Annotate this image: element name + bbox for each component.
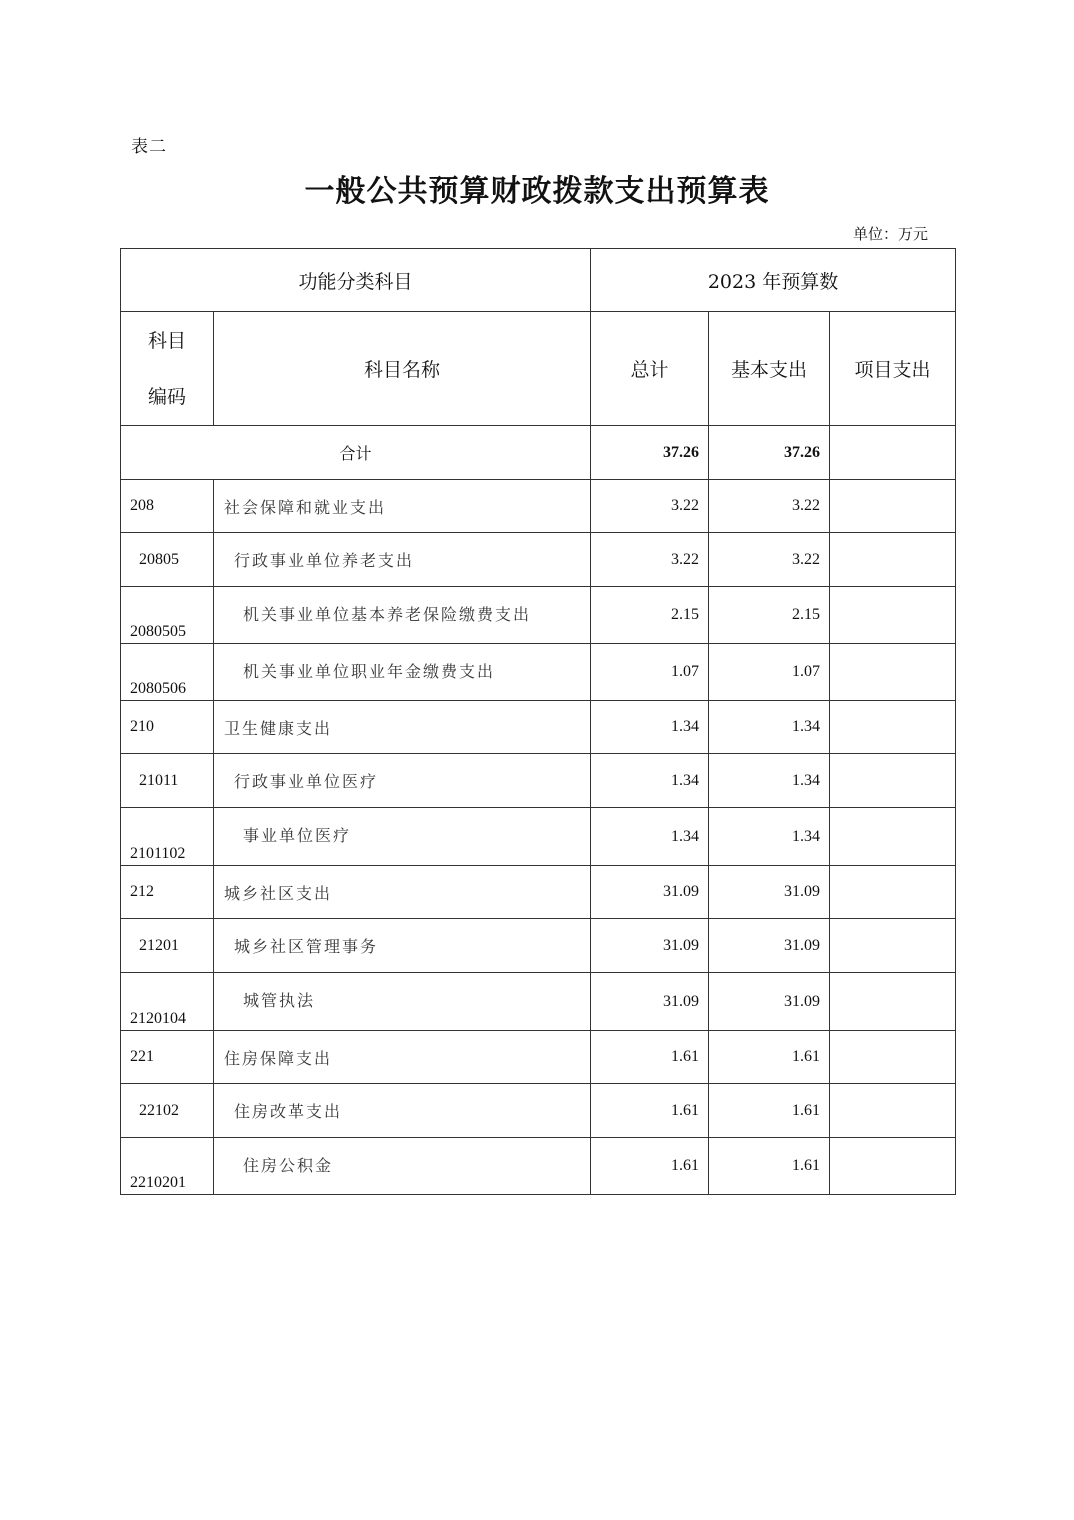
row-code: 2120104: [121, 973, 214, 1031]
row-project: [830, 808, 956, 866]
row-basic: 31.09: [709, 973, 830, 1031]
row-name: 机关事业单位基本养老保险缴费支出: [214, 587, 591, 644]
table-row: [121, 919, 956, 973]
row-name: 机关事业单位职业年金缴费支出: [214, 644, 591, 701]
row-name: 住房保障支出: [214, 1031, 591, 1084]
header-total: 总计: [591, 312, 709, 426]
row-total: 1.61: [591, 1084, 709, 1138]
row-name: 社会保障和就业支出: [214, 480, 591, 533]
header-column-row: [121, 312, 956, 426]
unit-note: 单位：万元: [852, 225, 928, 243]
row-name: 住房改革支出: [214, 1084, 591, 1138]
row-name: 行政事业单位养老支出: [214, 533, 591, 587]
row-code: 22102: [121, 1084, 214, 1138]
row-total: 31.09: [591, 866, 709, 919]
row-project: [830, 973, 956, 1031]
row-project: [830, 480, 956, 533]
row-basic: 1.07: [709, 644, 830, 701]
table-label: 表二: [131, 137, 167, 157]
row-name: 卫生健康支出: [214, 701, 591, 754]
total-row: [121, 426, 956, 480]
table-row: [121, 1084, 956, 1138]
header-function-category: 功能分类科目: [121, 249, 591, 312]
row-code: 2101102: [121, 808, 214, 866]
total-basic: 37.26: [709, 426, 830, 480]
row-total: 1.34: [591, 808, 709, 866]
table-row: [121, 587, 956, 644]
header-project: 项目支出: [830, 312, 956, 426]
row-code: 210: [121, 701, 214, 754]
row-total: 3.22: [591, 533, 709, 587]
row-project: [830, 1138, 956, 1195]
table-row: [121, 533, 956, 587]
table-row: [121, 644, 956, 701]
row-total: 1.34: [591, 754, 709, 808]
row-total: 2.15: [591, 587, 709, 644]
row-basic: 3.22: [709, 533, 830, 587]
row-code: 208: [121, 480, 214, 533]
row-total: 31.09: [591, 919, 709, 973]
row-name: 城乡社区支出: [214, 866, 591, 919]
row-project: [830, 1084, 956, 1138]
table-row: [121, 1138, 956, 1195]
row-project: [830, 644, 956, 701]
header-basic: 基本支出: [709, 312, 830, 426]
row-total: 1.61: [591, 1138, 709, 1195]
row-basic: 1.61: [709, 1138, 830, 1195]
row-code: 20805: [121, 533, 214, 587]
row-basic: 3.22: [709, 480, 830, 533]
total-label: 合计: [121, 426, 591, 480]
table-row: [121, 480, 956, 533]
row-project: [830, 866, 956, 919]
row-basic: 1.34: [709, 754, 830, 808]
row-total: 3.22: [591, 480, 709, 533]
table-row: [121, 701, 956, 754]
budget-table: [120, 248, 956, 1195]
row-total: 31.09: [591, 973, 709, 1031]
row-project: [830, 1031, 956, 1084]
row-total: 1.61: [591, 1031, 709, 1084]
header-code-line1: 科目: [147, 329, 186, 352]
total-sum: 37.26: [591, 426, 709, 480]
row-basic: 1.34: [709, 701, 830, 754]
header-budget-year: 2023 年预算数: [591, 249, 956, 312]
table-row: [121, 866, 956, 919]
row-basic: 1.61: [709, 1084, 830, 1138]
header-code: [121, 312, 214, 426]
table-row: [121, 973, 956, 1031]
row-project: [830, 533, 956, 587]
row-basic: 2.15: [709, 587, 830, 644]
row-code: 212: [121, 866, 214, 919]
table-row: [121, 754, 956, 808]
row-name: 事业单位医疗: [214, 808, 591, 866]
row-code: 21201: [121, 919, 214, 973]
row-code: 221: [121, 1031, 214, 1084]
row-basic: 31.09: [709, 919, 830, 973]
row-basic: 31.09: [709, 866, 830, 919]
row-project: [830, 701, 956, 754]
header-code-line2: 编码: [147, 385, 186, 408]
row-project: [830, 754, 956, 808]
header-name: 科目名称: [214, 312, 591, 426]
row-code: 2210201: [121, 1138, 214, 1195]
row-basic: 1.61: [709, 1031, 830, 1084]
row-name: 城管执法: [214, 973, 591, 1031]
row-total: 1.34: [591, 701, 709, 754]
total-project: [830, 426, 956, 480]
row-project: [830, 587, 956, 644]
row-basic: 1.34: [709, 808, 830, 866]
header-group-row: [121, 249, 956, 312]
row-code: 21011: [121, 754, 214, 808]
row-code: 2080505: [121, 587, 214, 644]
table-row: [121, 1031, 956, 1084]
page-title: 一般公共预算财政拨款支出预算表: [304, 174, 770, 209]
table-row: [121, 808, 956, 866]
row-project: [830, 919, 956, 973]
row-code: 2080506: [121, 644, 214, 701]
row-name: 城乡社区管理事务: [214, 919, 591, 973]
row-name: 住房公积金: [214, 1138, 591, 1195]
row-name: 行政事业单位医疗: [214, 754, 591, 808]
row-total: 1.07: [591, 644, 709, 701]
